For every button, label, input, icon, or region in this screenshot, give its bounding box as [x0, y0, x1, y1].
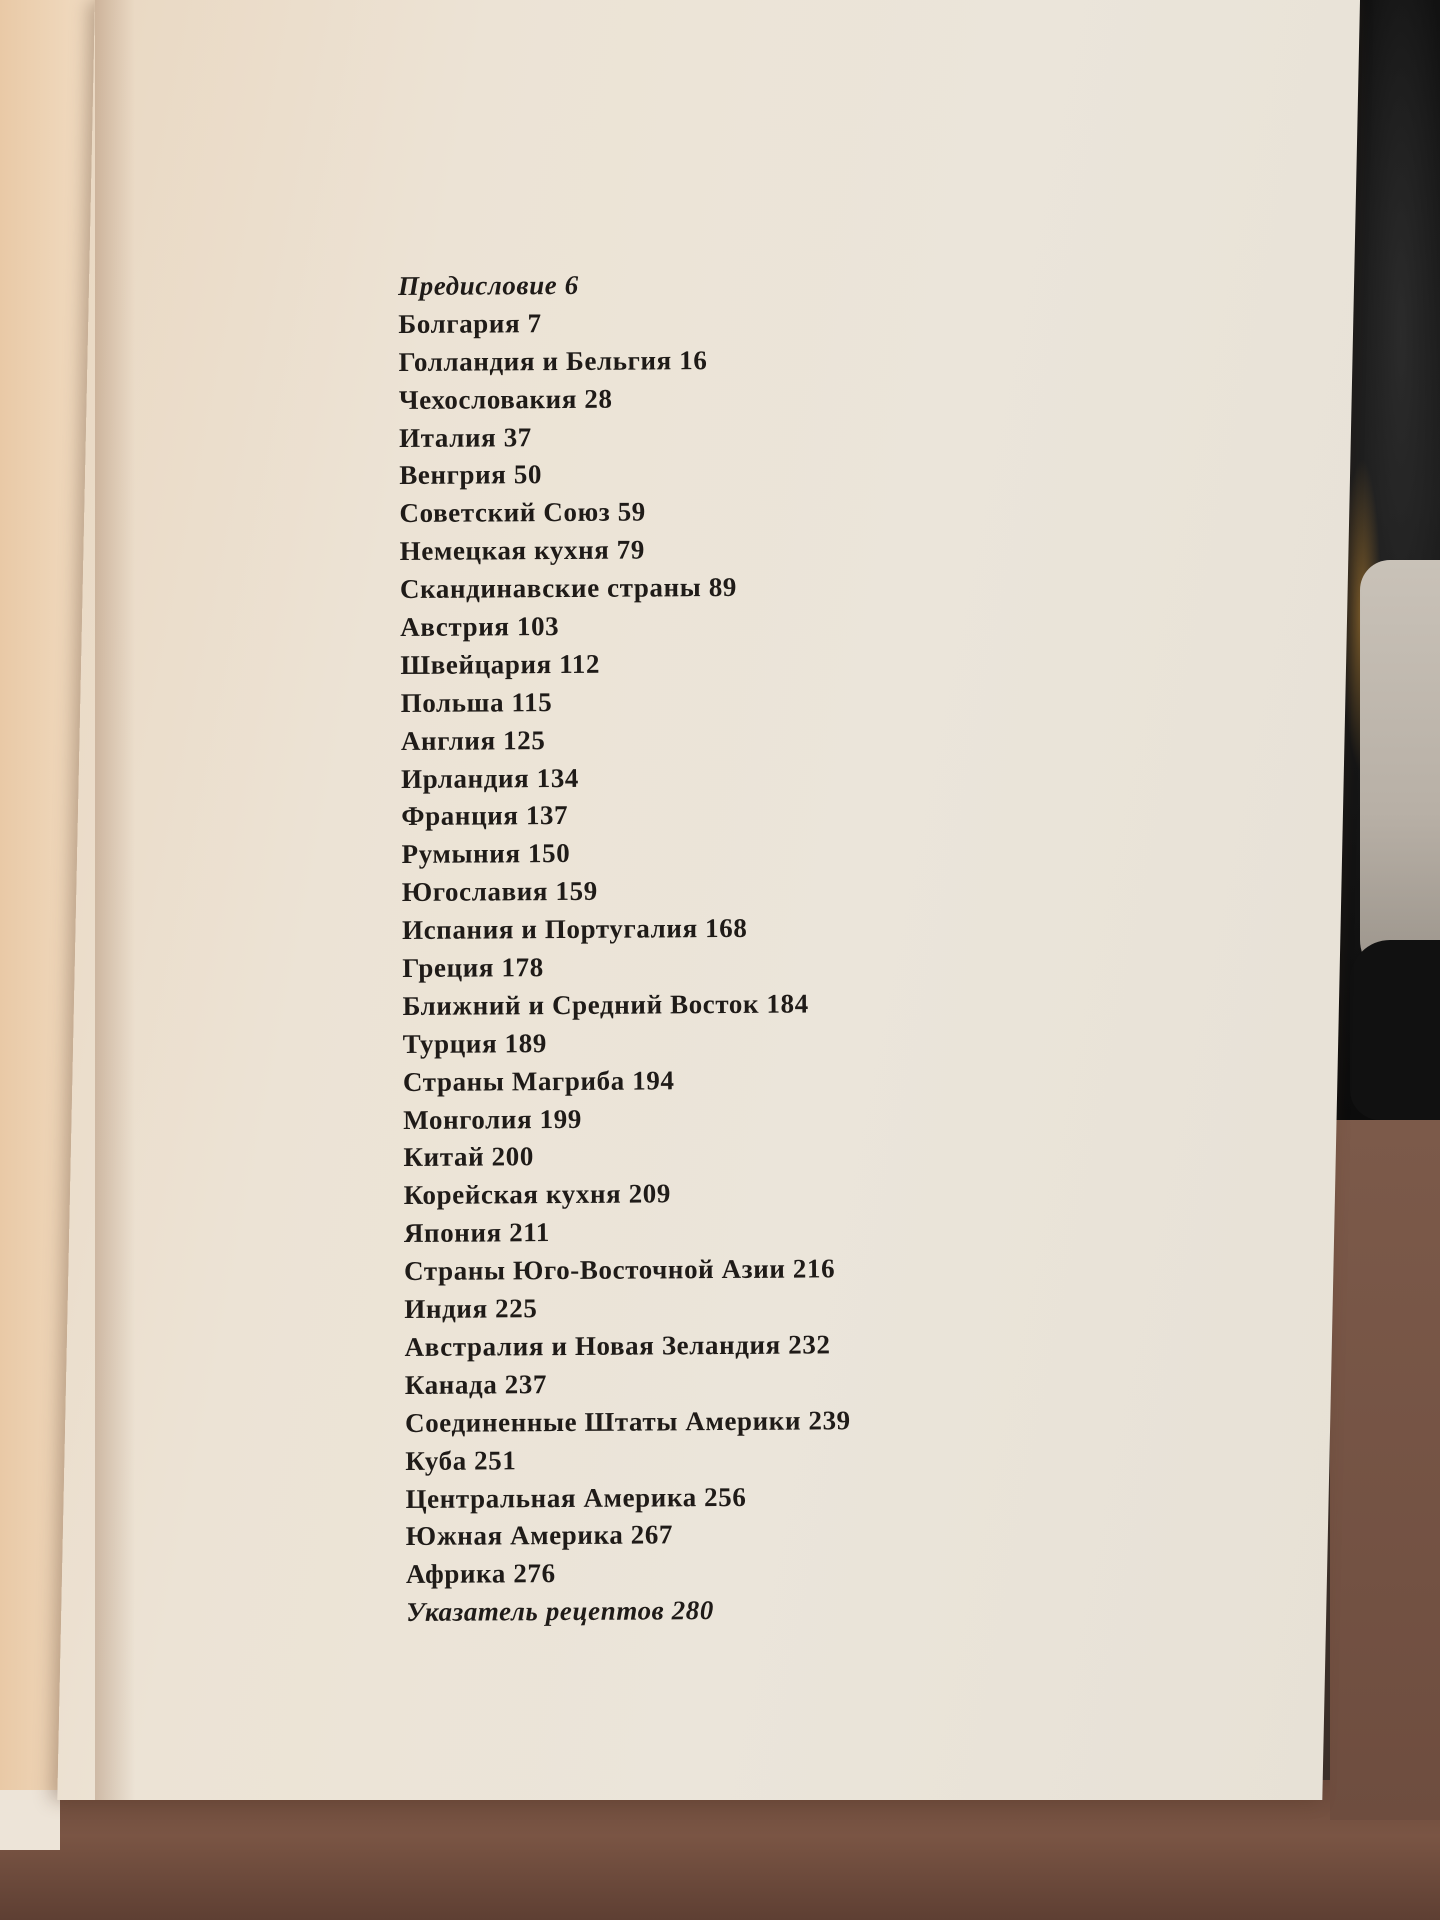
toc-entry-page-number: 209 — [628, 1178, 672, 1209]
toc-entry-page-number: 79 — [616, 534, 646, 565]
toc-entry-title: Турция — [402, 1028, 498, 1059]
toc-entry — [400, 567, 1020, 609]
toc-entry — [403, 1022, 1023, 1064]
toc-entry — [404, 1287, 1024, 1329]
toc-entry-title: Испания и Португалия — [401, 913, 698, 946]
toc-entry-title: Советский Союз — [399, 497, 611, 529]
toc-entry-page-number: 239 — [808, 1404, 851, 1436]
toc-entry-title: Болгария — [398, 308, 521, 339]
toc-entry — [404, 1211, 1024, 1253]
toc-entry — [403, 1060, 1023, 1102]
toc-entry — [401, 681, 1021, 723]
toc-entry-page-number: 16 — [679, 344, 708, 376]
toc-entry-page-number: 276 — [513, 1558, 556, 1589]
toc-entry-page-number: 150 — [527, 838, 571, 869]
toc-entry-title: Польша — [400, 687, 505, 718]
toc-entry — [402, 908, 1022, 950]
background-cloth — [1330, 1120, 1440, 1820]
book-edge — [0, 1790, 60, 1850]
toc-entry-page-number: 216 — [792, 1253, 836, 1284]
table-of-contents — [398, 264, 1026, 1632]
toc-entry-title: Куба — [405, 1445, 467, 1476]
toc-entry — [401, 795, 1021, 837]
bag-highlight — [1360, 560, 1440, 980]
toc-entry-title: Африка — [405, 1558, 507, 1590]
toc-entry-page-number: 267 — [630, 1519, 674, 1550]
toc-entry-page-number: 50 — [513, 459, 543, 490]
toc-entry-title: Южная Америка — [405, 1520, 624, 1552]
toc-entry — [398, 340, 1018, 382]
toc-entry-title: Ближний и Средний Восток — [402, 988, 760, 1021]
toc-entry — [403, 1136, 1023, 1178]
toc-entry-page-number: 159 — [555, 876, 598, 907]
toc-entry — [399, 492, 1019, 534]
bag-lower-fold — [1350, 940, 1440, 1120]
toc-entry-title: Соединенные Штаты Америки — [404, 1405, 802, 1438]
toc-entry-title: Китай — [403, 1141, 485, 1173]
toc-entry-page-number: 178 — [501, 952, 544, 983]
toc-entry-title: Греция — [402, 952, 495, 984]
toc-entry-title: Венгрия — [399, 459, 507, 491]
toc-entry-title: Чехословакия — [398, 383, 578, 415]
toc-entry-title: Корейская кухня — [403, 1179, 622, 1211]
toc-entry — [399, 416, 1019, 458]
toc-entry-title: Япония — [403, 1217, 502, 1249]
toc-entry-page-number: 194 — [632, 1065, 675, 1096]
toc-entry-title: Немецкая кухня — [399, 534, 610, 567]
toc-entry-title: Австралия и Новая Зеландия — [404, 1329, 781, 1362]
toc-entry-page-number: 200 — [491, 1141, 534, 1172]
toc-entry-page-number: 112 — [559, 648, 601, 679]
toc-entry-title: Австрия — [400, 611, 510, 643]
toc-entry-page-number: 28 — [584, 383, 613, 414]
toc-entry-page-number: 168 — [705, 913, 748, 944]
toc-entry-page-number: 103 — [516, 611, 560, 642]
toc-entry — [406, 1515, 1026, 1557]
toc-entry-title: Франция — [401, 800, 519, 832]
toc-entry — [399, 454, 1019, 496]
toc-entry-page-number: 189 — [504, 1027, 548, 1059]
toc-entry — [399, 378, 1019, 420]
toc-entry — [405, 1477, 1025, 1519]
toc-entry — [404, 1325, 1024, 1367]
toc-entry — [405, 1401, 1025, 1443]
toc-entry — [406, 1590, 1026, 1632]
toc-entry-page-number: 199 — [539, 1103, 582, 1134]
toc-entry — [398, 302, 1018, 344]
toc-entry-title: Монголия — [403, 1103, 533, 1135]
toc-entry-page-number: 37 — [503, 421, 532, 452]
toc-entry — [401, 719, 1021, 761]
toc-entry — [401, 757, 1021, 799]
toc-entry-page-number: 232 — [788, 1329, 831, 1360]
toc-entry-title: Ирландия — [401, 762, 530, 794]
toc-entry-page-number: 225 — [495, 1293, 538, 1324]
toc-entry — [406, 1552, 1026, 1594]
toc-entry-title: Страны Магриба — [402, 1065, 625, 1097]
toc-entry-title: Румыния — [401, 838, 521, 870]
toc-entry-page-number: 211 — [509, 1217, 551, 1248]
toc-entry — [402, 870, 1022, 912]
toc-entry-page-number: 256 — [704, 1481, 747, 1512]
toc-entry-title: Канада — [404, 1369, 498, 1400]
toc-entry-title: Швейцария — [400, 648, 552, 680]
toc-entry-page-number: 184 — [766, 988, 809, 1019]
toc-entry — [400, 529, 1020, 571]
toc-entry-title: Скандинавские страны — [399, 572, 702, 605]
toc-entry-page-number: 134 — [536, 762, 580, 793]
toc-entry-page-number: 280 — [671, 1595, 715, 1626]
toc-entry-page-number: 7 — [527, 308, 542, 339]
toc-entry — [400, 643, 1020, 685]
toc-entry-page-number: 89 — [708, 572, 738, 603]
toc-entry-page-number: 6 — [564, 269, 579, 300]
toc-entry — [400, 605, 1020, 647]
toc-entry-title: Англия — [400, 725, 496, 756]
toc-entry — [403, 1098, 1023, 1140]
toc-entry-title: Индия — [404, 1293, 488, 1325]
toc-entry-title: Предисловие — [398, 270, 558, 301]
toc-entry-page-number: 115 — [511, 686, 553, 718]
toc-entry-title: Италия — [398, 421, 497, 453]
toc-entry — [404, 1249, 1024, 1291]
toc-entry-page-number: 125 — [503, 724, 546, 756]
toc-entry — [401, 833, 1021, 875]
toc-entry-page-number: 237 — [504, 1368, 548, 1400]
toc-entry — [404, 1174, 1024, 1216]
toc-entry — [405, 1363, 1025, 1405]
page-gutter-shadow — [95, 0, 135, 1800]
toc-entry — [402, 946, 1022, 988]
toc-entry — [402, 984, 1022, 1026]
toc-entry-page-number: 137 — [525, 800, 569, 831]
toc-entry — [398, 264, 1018, 306]
toc-entry-title: Указатель рецептов — [406, 1595, 665, 1628]
toc-entry-title: Голландия и Бельгия — [398, 345, 672, 377]
toc-entry-title: Югославия — [401, 876, 549, 908]
toc-entry-title: Центральная Америка — [405, 1481, 697, 1514]
toc-entry-page-number: 251 — [474, 1444, 517, 1476]
toc-entry-title: Страны Юго-Восточной Азии — [404, 1253, 786, 1287]
toc-entry-page-number: 59 — [617, 496, 646, 528]
toc-entry — [405, 1439, 1025, 1481]
table-surface — [0, 1780, 1440, 1920]
